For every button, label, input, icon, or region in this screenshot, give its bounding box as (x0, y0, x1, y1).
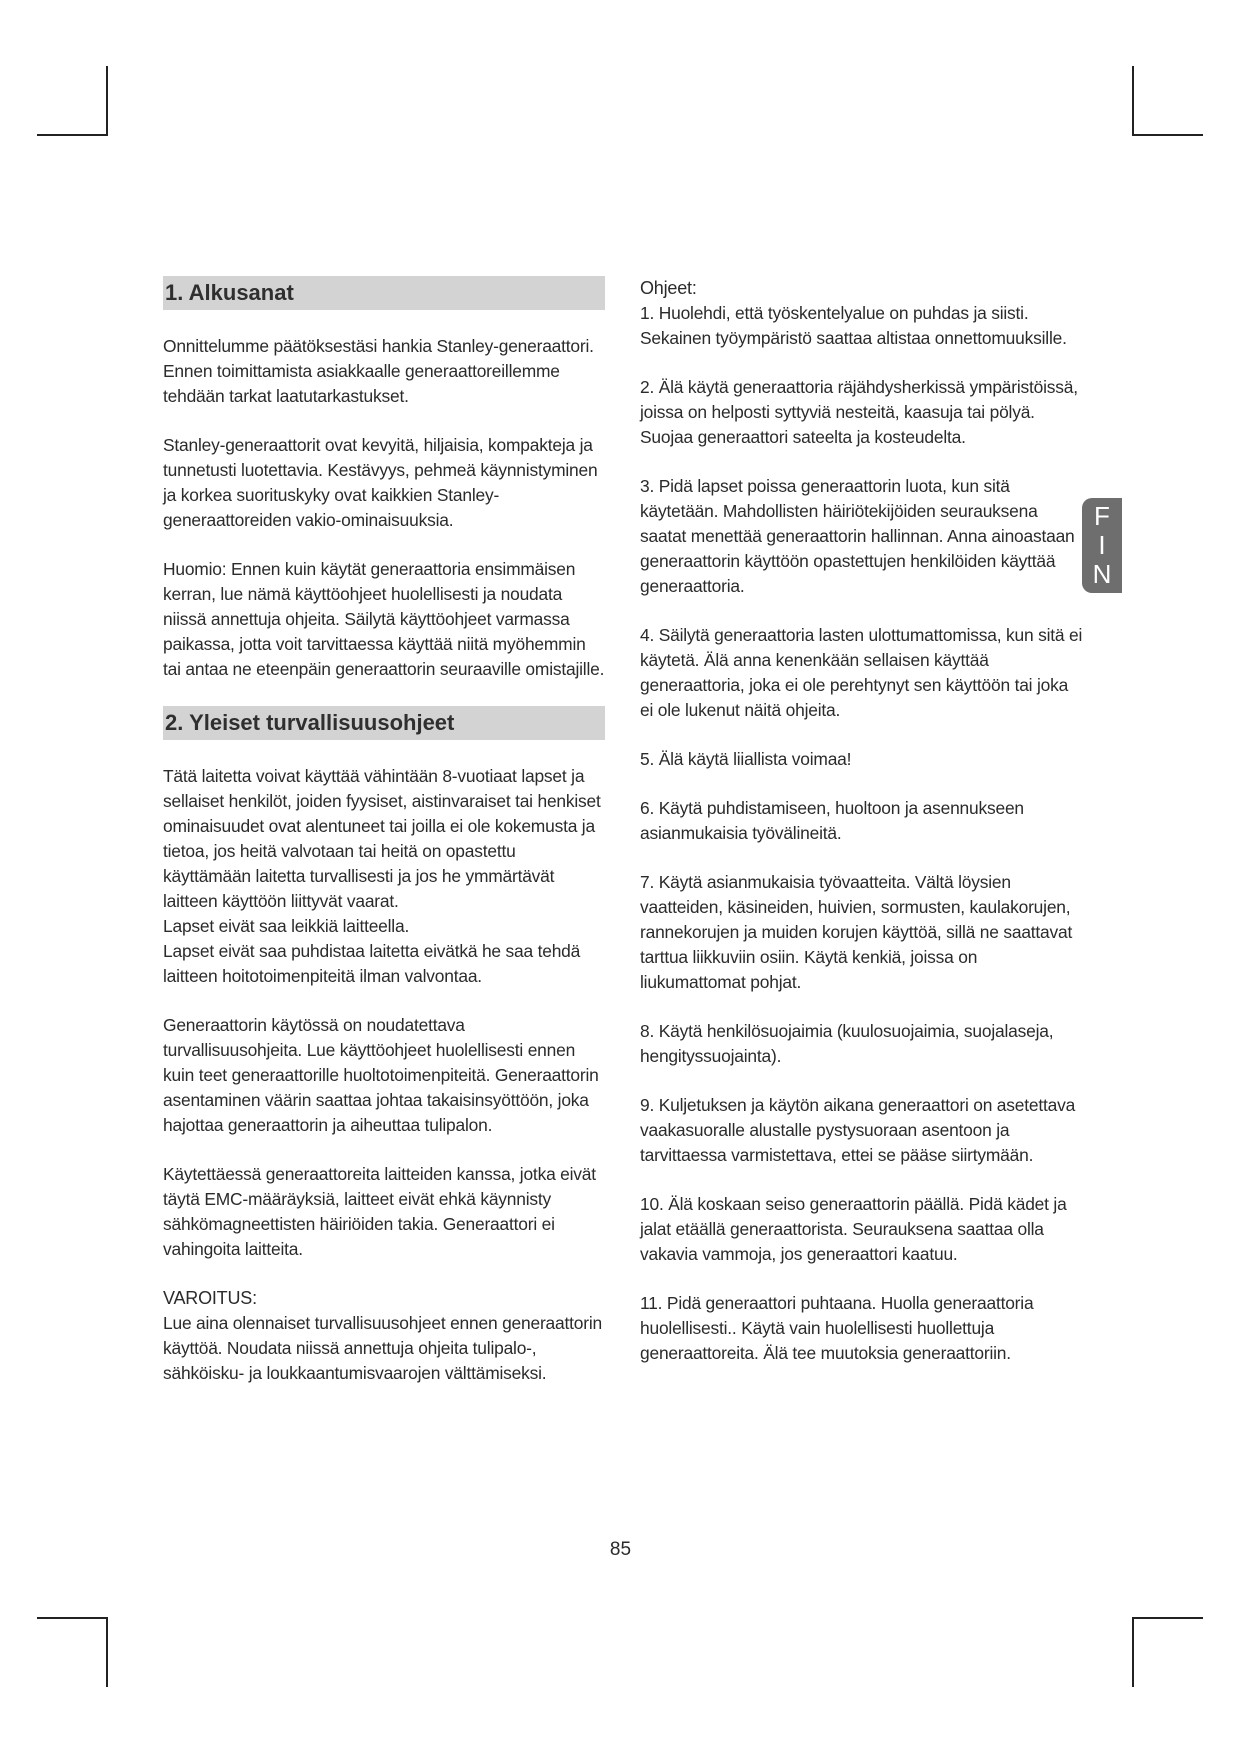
left-column (163, 276, 605, 1386)
instruction-item-6: 6. Käytä puhdistamiseen, huoltoon ja asennukseen asianmukaisia työvälineitä. (640, 798, 1024, 843)
section-2-paragraph-1: Tätä laitetta voivat käyttää vähintään 8-vuotiaat lapset ja sellaiset henkilöt, joiden fyysiset, aistinvaraiset tai henkiset ominaisuudet ovat alentuneet tai joilla ei ole kokemusta ja tietoa, jos heitä valvotaan tai heitä on opastettu käyttämään laitetta turvallisesti ja jos he ymmärtävät laitteen käyttöön liittyvät vaarat. (163, 766, 601, 911)
crop-mark-bottom-right-h (1132, 1617, 1203, 1619)
instruction-item-7: 7. Käytä asianmukaisia työvaatteita. Vältä löysien vaatteiden, käsineiden, huivien, sormusten, kaulakorujen, rannekorujen ja muiden korujen käyttöä, sillä ne saattavat tarttua liikkuviin osiin. Käytä kenkiä, joissa on liukumattomat pohjat. (640, 872, 1073, 992)
instruction-item-1: 1. Huolehdi, että työskentelyalue on puhdas ja siisti. Sekainen työympäristö saattaa altistaa onnettomuuksille. (640, 303, 1067, 348)
instruction-item-10: 10. Älä koskaan seiso generaattorin päällä. Pidä kädet ja jalat etäällä generaattorista. Seurauksena saattaa olla vakavia vammoja, jos generaattori kaatuu. (640, 1194, 1067, 1264)
language-tab-letter: I (1098, 530, 1106, 560)
section-2-paragraph-1c: Lapset eivät saa puhdistaa laitetta eivätkä he saa tehdä laitteen hoitotoimenpiteitä ilman valvontaa. (163, 941, 581, 986)
language-tab (1082, 498, 1122, 593)
section-2-paragraph-1b: Lapset eivät saa leikkiä laitteella. (163, 916, 410, 936)
warning-text: Lue aina olennaiset turvallisuusohjeet ennen generaattorin käyttöä. Noudata niissä annettuja ohjeita tulipalo-, sähköisku- ja loukkaantumisvaarojen välttämiseksi. (163, 1313, 602, 1383)
section-1-heading: 1. Alkusanat (163, 276, 605, 310)
page-number: 85 (609, 1539, 632, 1560)
section-1-paragraph-1: Onnittelumme päätöksestäsi hankia Stanley-generaattori. Ennen toimittamista asiakkaalle generaattoreillemme tehdään tarkat laatutarkastukset. (163, 336, 594, 406)
instruction-item-2: 2. Älä käytä generaattoria räjähdysherkissä ympäristöissä, joissa on helposti syttyviä nesteitä, kaasuja tai pölyä. Suojaa generaattori sateelta ja kosteudelta. (640, 377, 1078, 447)
language-tab-letter: N (1092, 559, 1112, 589)
language-tab-letter: F (1094, 501, 1110, 531)
instruction-item-5: 5. Älä käytä liiallista voimaa! (640, 749, 852, 769)
crop-mark-top-right-v (1132, 66, 1134, 136)
section-2-paragraph-3: Käytettäessä generaattoreita laitteiden kanssa, jotka eivät täytä EMC-määräyksiä, laitteet eivät ehkä käynnisty sähkömagneettisten häiriöiden takia. Generaattori ei vahingoita laitteita. (163, 1164, 596, 1259)
instruction-item-11: 11. Pidä generaattori puhtaana. Huolla generaattoria huolellisesti.. Käytä vain huolellisesti huollettuja generaattoreita. Älä tee muutoksia generaattoriin. (640, 1293, 1034, 1363)
crop-mark-bottom-right-v (1132, 1617, 1134, 1687)
section-2-heading: 2. Yleiset turvallisuusohjeet (163, 706, 605, 740)
warning-label: VAROITUS: (163, 1288, 257, 1308)
section-2-paragraph-2: Generaattorin käytössä on noudatettava turvallisuusohjeita. Lue käyttöohjeet huolellisesti ennen kuin teet generaattorille huoltotoimenpiteitä. Generaattorin asentaminen väärin saattaa johtaa takaisinsyöttöön, joka hajottaa generaattorin ja aiheuttaa tulipalon. (163, 1015, 599, 1135)
crop-mark-bottom-left-v (106, 1617, 108, 1687)
crop-mark-top-left-v (106, 66, 108, 136)
instruction-item-3: 3. Pidä lapset poissa generaattorin luota, kun sitä käytetään. Mahdollisten häiriötekijöiden seurauksena saatat menettää generaattorin hallinnan. Anna ainoastaan generaattorin käyttöön opastettujen henkilöiden käyttää generaattoria. (640, 476, 1075, 596)
crop-mark-top-right-h (1132, 134, 1203, 136)
note-text: Ennen kuin käytät generaattoria ensimmäisen kerran, lue nämä käyttöohjeet huolellisesti ja noudata niissä annettuja ohjeita. Säilytä käyttöohjeet varmassa paikassa, jotta voit tarvittaessa käyttää niitä myöhemmin tai antaa ne eteenpäin generaattorin seuraaville omistajille. (163, 559, 605, 679)
section-1-note (163, 557, 605, 682)
instruction-item-9: 9. Kuljetuksen ja käytön aikana generaattori on asetettava vaakasuoralle alustalle pystysuoraan asentoon ja tarvittaessa varmistettava, ettei se pääse siirtymään. (640, 1095, 1076, 1165)
instruction-item-8: 8. Käytä henkilösuojaimia (kuulosuojaimia, suojalaseja, hengityssuojainta). (640, 1021, 1054, 1066)
crop-mark-bottom-left-h (37, 1617, 108, 1619)
instructions-label: Ohjeet: (640, 278, 697, 298)
note-label: Huomio: (163, 559, 227, 579)
right-column (640, 276, 1085, 1366)
instruction-item-4: 4. Säilytä generaattoria lasten ulottumattomissa, kun sitä ei käytetä. Älä anna kenenkään sellaisen käyttää generaattoria, joka ei ole perehtynyt sen käyttöön tai joka ei ole lukenut näitä ohjeita. (640, 625, 1083, 720)
section-1-paragraph-2: Stanley-generaattorit ovat kevyitä, hiljaisia, kompakteja ja tunnetusti luotettavia. Kestävyys, pehmeä käynnistyminen ja korkea suorituskyky ovat kaikkien Stanley-generaattoreiden vakio-ominaisuuksia. (163, 435, 598, 530)
crop-mark-top-left-h (37, 134, 108, 136)
